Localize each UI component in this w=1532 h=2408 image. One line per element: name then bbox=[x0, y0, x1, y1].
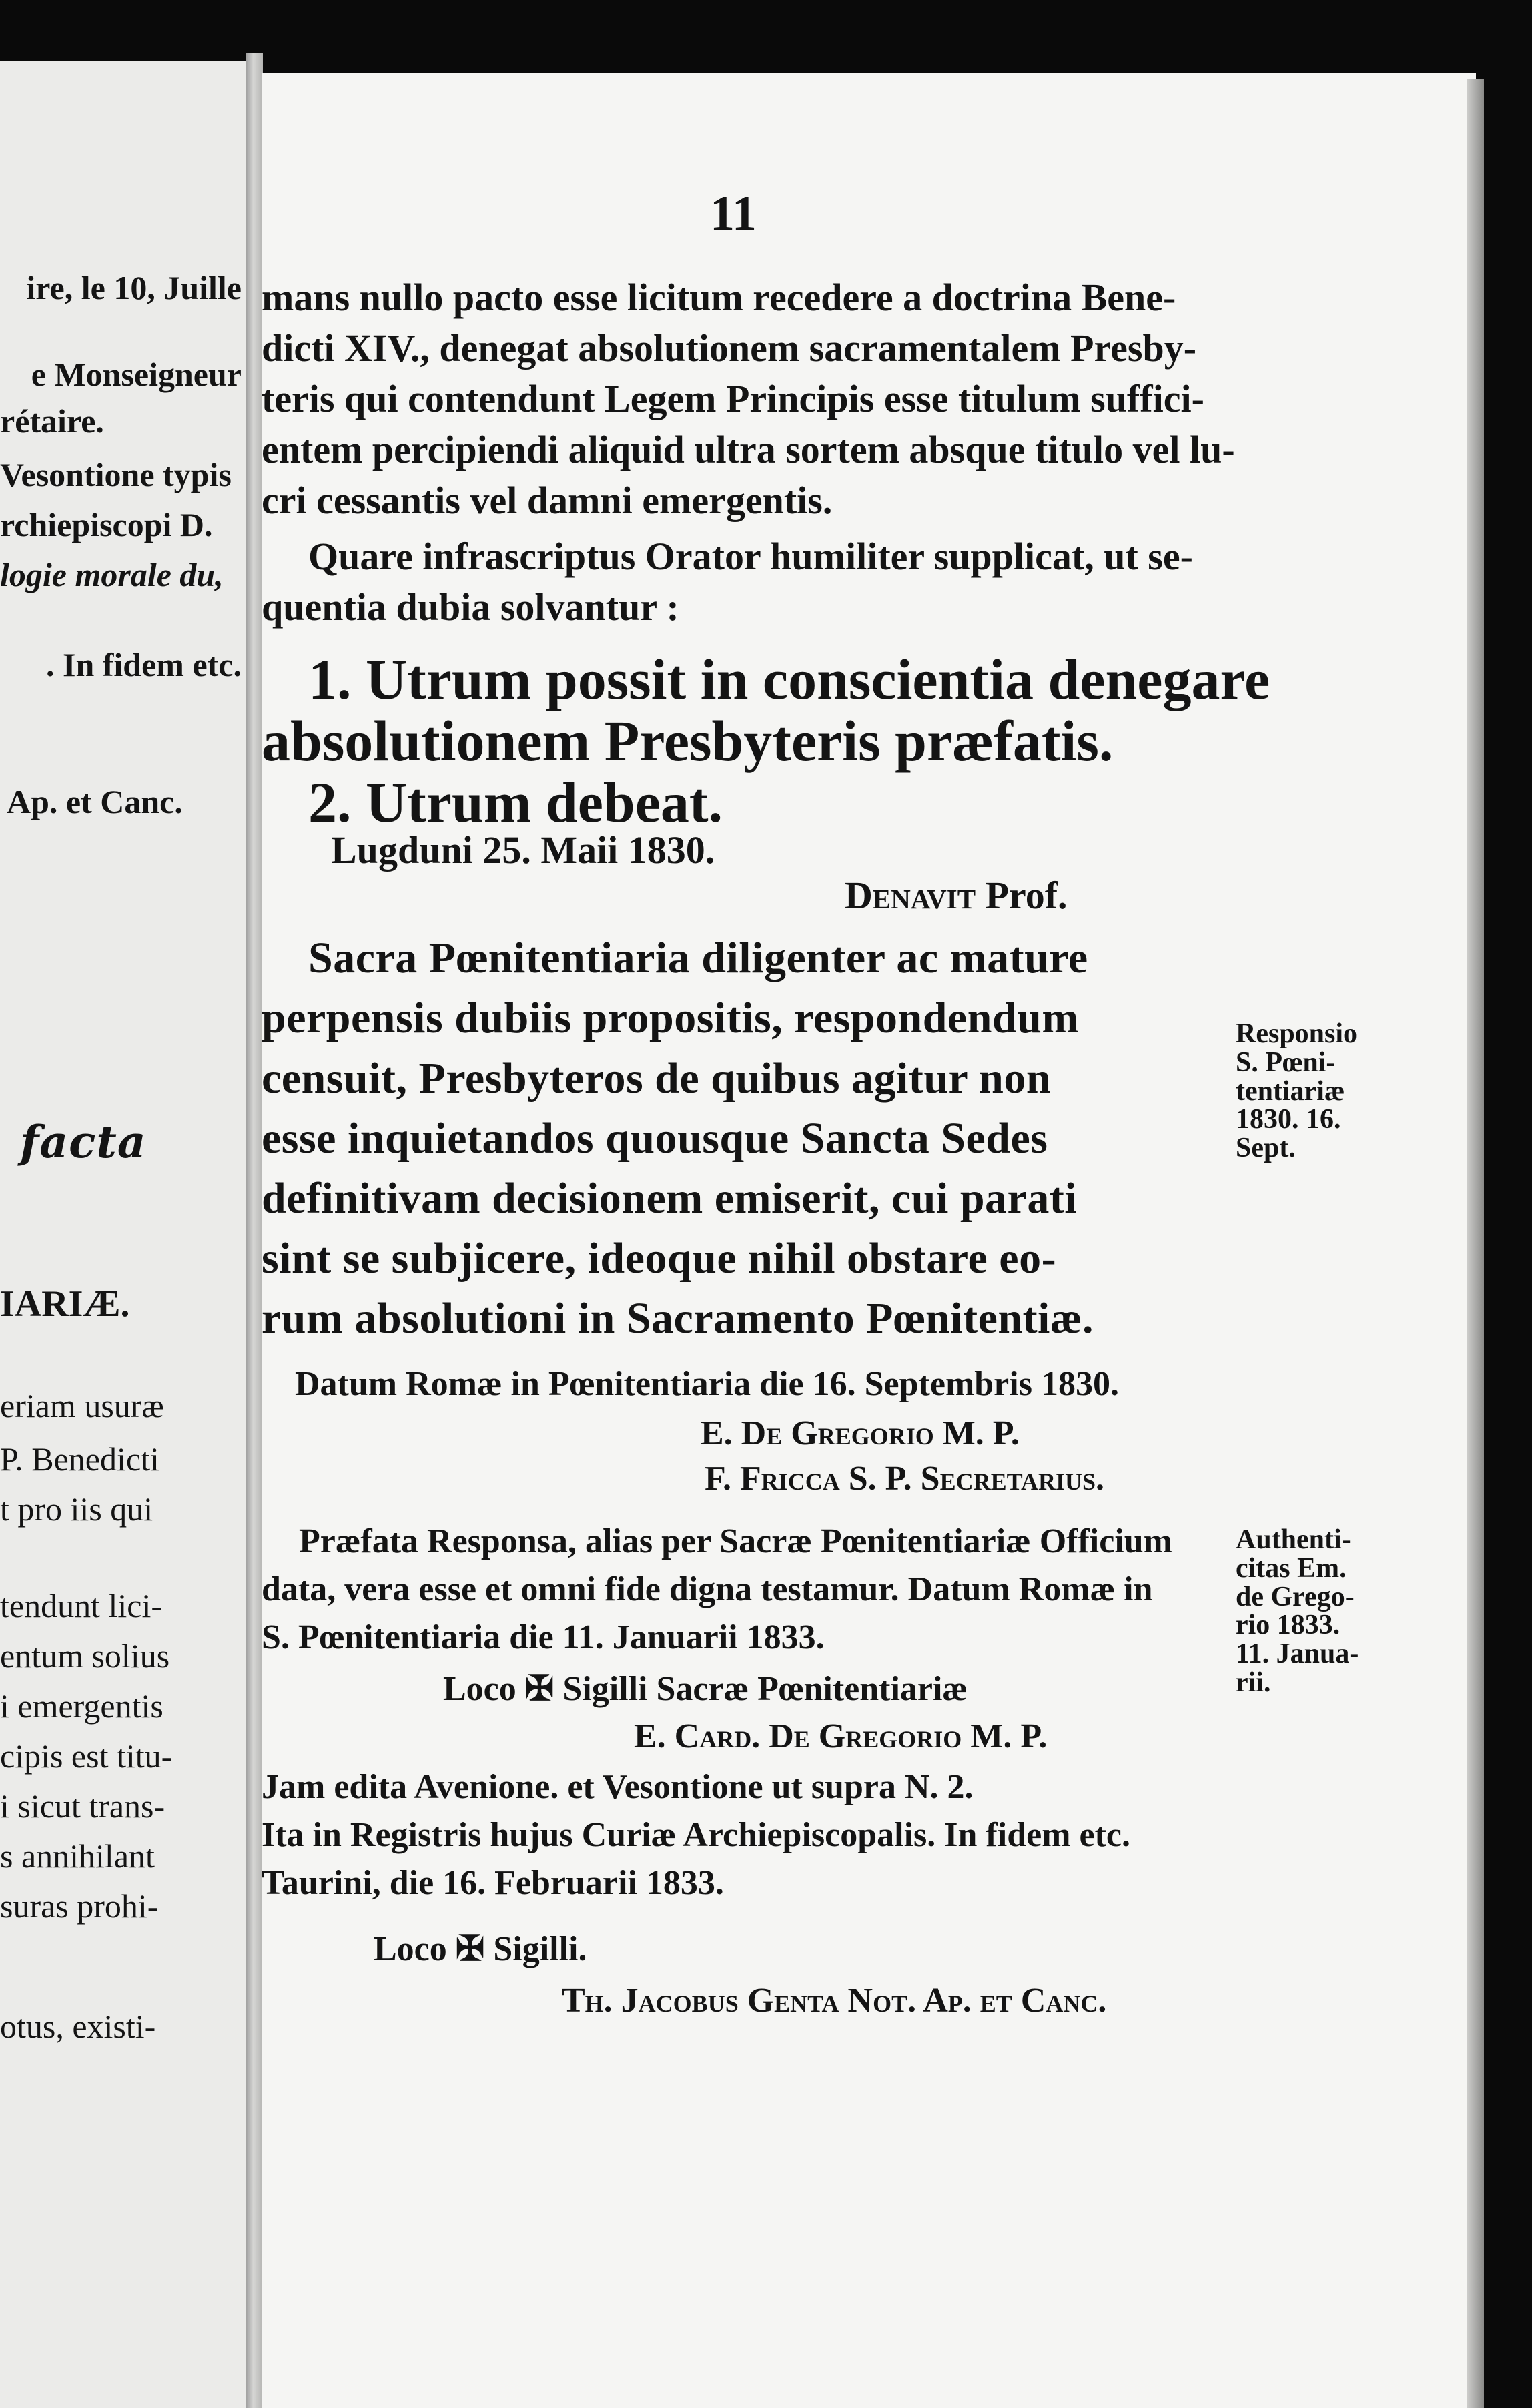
response-line: esse inquietandos quousque Sancta Sedes bbox=[262, 1114, 1048, 1163]
left-line: i emergentis bbox=[0, 1687, 163, 1725]
datum-line: Datum Romæ in Pœnitentiaria die 16. Septembris 1830. bbox=[295, 1365, 1119, 1403]
left-line: entum solius bbox=[0, 1637, 170, 1675]
left-line: P. Benedicti bbox=[0, 1440, 159, 1478]
date-line: Lugduni 25. Maii 1830. bbox=[331, 828, 715, 872]
left-line: i sicut trans- bbox=[0, 1787, 165, 1825]
seal-line bbox=[443, 1669, 968, 1709]
margin-note-line: Responsio bbox=[1236, 1018, 1358, 1049]
left-line: ire, le 10, Juille bbox=[26, 269, 242, 306]
text-line: Quare infrascriptus Orator humiliter supplicat, ut se- bbox=[308, 535, 1193, 578]
left-line: t pro iis qui bbox=[0, 1490, 153, 1528]
left-line: s annihilant bbox=[0, 1837, 155, 1875]
text-line: teris qui contendunt Legem Principis esse titulum suffici- bbox=[262, 377, 1204, 420]
seal-line bbox=[374, 1929, 587, 1969]
auth-line: Præfata Responsa, alias per Sacræ Pœnitentiariæ Officium bbox=[299, 1522, 1173, 1560]
seal-icon: ✠ bbox=[455, 1930, 485, 1968]
margin-note-line: rio 1833. bbox=[1236, 1610, 1340, 1641]
loco-label: Loco bbox=[443, 1670, 516, 1708]
response-line: definitivam decisionem emiserit, cui parati bbox=[262, 1174, 1078, 1223]
auth-line: data, vera esse et omni fide digna testamur. Datum Romæ in bbox=[262, 1570, 1153, 1608]
margin-note-2 bbox=[1236, 1526, 1396, 1697]
auth-line: S. Pœnitentiaria die 11. Januarii 1833. bbox=[262, 1618, 825, 1657]
margin-note-line: rii. bbox=[1236, 1667, 1271, 1699]
signature-line: E. De Gregorio M. P. bbox=[701, 1414, 1020, 1452]
dubium-1: 1. Utrum possit in conscientia denegare bbox=[308, 647, 1270, 711]
text-line: cri cessantis vel damni emergentis. bbox=[262, 479, 833, 522]
signature-line bbox=[845, 873, 1068, 918]
margin-note-line: S. Pœni- bbox=[1236, 1046, 1336, 1078]
text-line: quentia dubia solvantur : bbox=[262, 585, 679, 629]
response-line: perpensis dubiis propositis, respondendum bbox=[262, 994, 1079, 1042]
left-line: cipis est titu- bbox=[0, 1737, 173, 1775]
left-line: Ap. et Canc. bbox=[7, 783, 183, 820]
page-edge bbox=[1467, 79, 1484, 2408]
left-line: tendunt lici- bbox=[0, 1587, 162, 1624]
left-line: . In fidem etc. bbox=[46, 646, 242, 683]
left-line: suras prohi- bbox=[0, 1887, 159, 1925]
left-page-fragment bbox=[0, 61, 248, 2408]
text-line: entem percipiendi aliquid ultra sortem absque titulo vel lu- bbox=[262, 428, 1235, 471]
dubium-1-cont: absolutionem Presbyteris præfatis. bbox=[262, 709, 1114, 773]
margin-note-line: citas Em. bbox=[1236, 1552, 1347, 1584]
response-line: rum absolutioni in Sacramento Pœnitentiæ. bbox=[262, 1294, 1094, 1343]
margin-note-1 bbox=[1236, 1020, 1383, 1163]
left-heading: facta bbox=[20, 1116, 147, 1168]
margin-note-line: 11. Janua- bbox=[1236, 1638, 1359, 1670]
left-line: eriam usuræ bbox=[0, 1387, 164, 1424]
signature-name: Denavit bbox=[845, 874, 976, 917]
response-line: Sacra Pœnitentiaria diligenter ac mature bbox=[308, 934, 1088, 982]
margin-note-line: tentiariæ bbox=[1236, 1075, 1345, 1107]
signature-title: Prof. bbox=[985, 874, 1068, 917]
signature-line: E. Card. De Gregorio M. P. bbox=[634, 1717, 1048, 1755]
left-line: rétaire. bbox=[0, 402, 104, 440]
text-line: Taurini, die 16. Februarii 1833. bbox=[262, 1864, 724, 1902]
loco-label: Loco bbox=[374, 1930, 447, 1968]
text-line: dicti XIV., denegat absolutionem sacramentalem Presby- bbox=[262, 326, 1197, 370]
margin-note-line: Authenti- bbox=[1236, 1524, 1351, 1555]
sigilli-label: Sigilli. bbox=[493, 1930, 587, 1968]
seal-icon: ✠ bbox=[524, 1670, 554, 1708]
sigilli-label: Sigilli Sacræ Pœnitentiariæ bbox=[562, 1670, 968, 1708]
left-line: otus, existi- bbox=[0, 2008, 156, 2045]
main-page bbox=[262, 73, 1476, 2408]
left-line: IARIÆ. bbox=[0, 1283, 130, 1325]
book-gutter bbox=[246, 53, 263, 2408]
text-line: mans nullo pacto esse licitum recedere a doctrina Bene- bbox=[262, 276, 1176, 319]
margin-note-line: Sept. bbox=[1236, 1133, 1296, 1164]
left-line: rchiepiscopi D. bbox=[0, 506, 213, 543]
left-line: Vesontione typis bbox=[0, 456, 232, 493]
margin-note-line: 1830. 16. bbox=[1236, 1104, 1341, 1135]
signature-line: F. Fricca S. P. Secretarius. bbox=[705, 1460, 1104, 1498]
margin-note-line: de Grego- bbox=[1236, 1581, 1355, 1612]
page-number: 11 bbox=[710, 186, 757, 241]
dubium-2: 2. Utrum debeat. bbox=[308, 770, 723, 834]
left-line: logie morale du, bbox=[0, 556, 224, 593]
response-line: sint se subjicere, ideoque nihil obstare eo- bbox=[262, 1234, 1057, 1283]
signature-line: Th. Jacobus Genta Not. Ap. et Canc. bbox=[562, 1982, 1107, 2020]
text-line: Jam edita Avenione. et Vesontione ut supra N. 2. bbox=[262, 1768, 974, 1806]
text-line: Ita in Registris hujus Curiæ Archiepiscopalis. In fidem etc. bbox=[262, 1816, 1130, 1854]
response-line: censuit, Presbyteros de quibus agitur non bbox=[262, 1054, 1052, 1103]
left-line: e Monseigneur bbox=[31, 356, 242, 393]
